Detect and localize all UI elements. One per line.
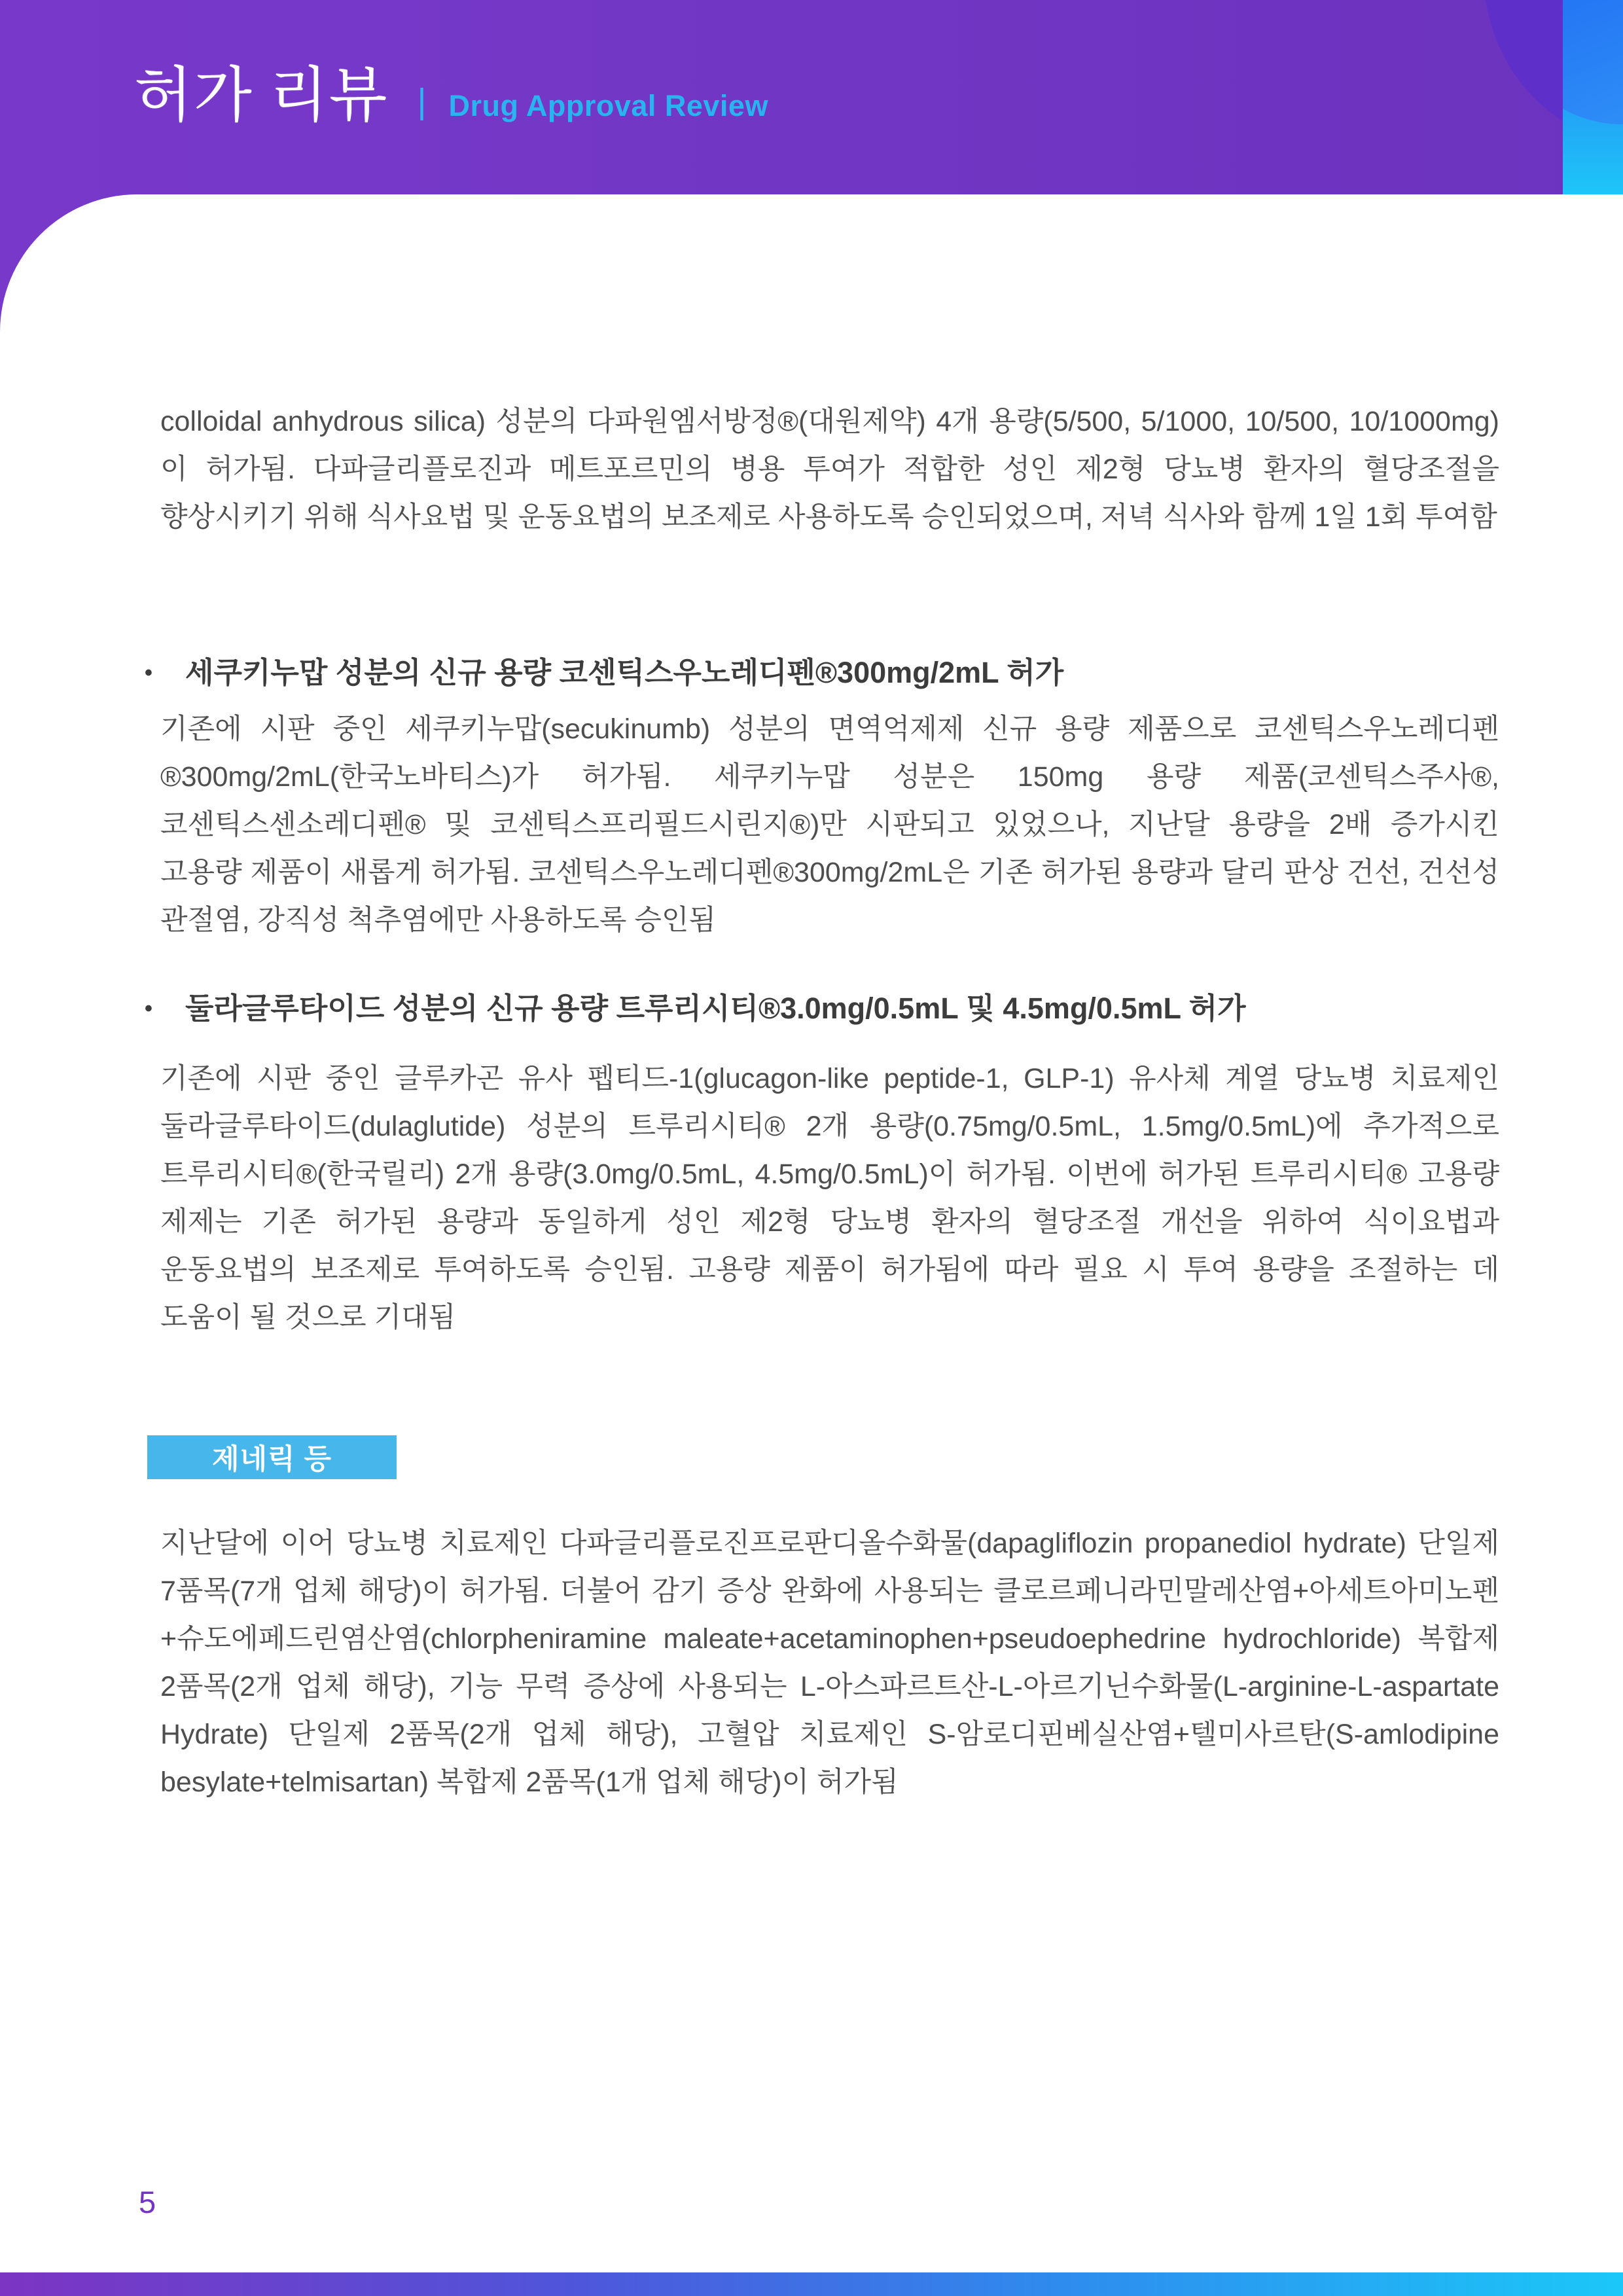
- page-title-english: Drug Approval Review: [448, 89, 768, 122]
- header-titles: [134, 63, 768, 129]
- bullet-paragraph-trulicity: 기존에 시판 중인 글루카곤 유사 펩티드-1(glucagon-like peptide-1, GLP-1) 유사체 계열 당뇨병 치료제인 둘라글루타이드(dulaglutide) 성분의 트루리시티® 2개 용량(0.75mg/0.5mL, 1.5mg/0.5mL)에 추가적으로 트루리시티®(한국릴리) 2개 용량(3.0mg/0.5mL, 4.5mg/0.5mL)이 허가됨. 이번에 허가된 트루리시티® 고용량 제제는 기존 허가된 용량과 동일하게 성인 제2형 당뇨병 환자의 혈당조절 개선을 위하여 식이요법과 운동요법의 보조제로 투여하도록 승인됨. 고용량 제품이 허가됨에 따라 필요 시 투여 용량을 조절하는 데 도움이 될 것으로 기대됨: [160, 1063, 1499, 1333]
- section-label-generic: [147, 1435, 397, 1479]
- page-number: 5: [139, 2185, 156, 2219]
- footer-gradient-bar: [0, 2272, 1623, 2296]
- bullet-heading-trulicity: [145, 988, 1499, 1029]
- bullet-icon: •: [145, 660, 152, 685]
- title-separator-bar: |: [417, 82, 427, 121]
- bullet-heading-text: 둘라글루타이드 성분의 신규 용량 트루리시티®3.0mg/0.5mL 및 4.5mg/0.5mL 허가: [185, 992, 1246, 1025]
- bullet-heading-text: 세쿠키누맙 성분의 신규 용량 코센틱스우노레디펜®300mg/2mL 허가: [185, 656, 1064, 689]
- content-sheet: [0, 194, 1623, 2272]
- bullet-heading-cosentyx: [145, 653, 1499, 693]
- corner-circles-decoration: [1484, 0, 1623, 194]
- page-title-korean: 허가 리뷰: [134, 62, 389, 129]
- section-label-text: 제네릭 등: [211, 1444, 332, 1475]
- bullet-icon: •: [145, 996, 152, 1021]
- intro-paragraph: colloidal anhydrous silica) 성분의 다파원엠서방정®(대원제약) 4개 용량(5/500, 5/1000, 10/500, 10/1000mg)이 허가됨. 다파글리플로진과 메트포르민의 병용 투여가 적합한 성인 제2형 당뇨병 환자의 혈당조절을 향상시키기 위해 식사요법 및 운동요법의 보조제로 사용하도록 승인되었으며, 저녁 식사와 함께 1일 1회 투여함: [160, 406, 1499, 533]
- bullet-paragraph-cosentyx: 기존에 시판 중인 세쿠키누맙(secukinumb) 성분의 면역억제제 신규 용량 제품으로 코센틱스우노레디펜®300mg/2mL(한국노바티스)가 허가됨. 세쿠키누맙 성분은 150mg 용량 제품(코센틱스주사®, 코센틱스센소레디펜® 및 코센틱스프리필드시린지®)만 시판되고 있었으나, 지난달 용량을 2배 증가시킨 고용량 제품이 새롭게 허가됨. 코센틱스우노레디펜®300mg/2mL은 기존 허가된 용량과 달리 판상 건선, 건선성 관절염, 강직성 척추염에만 사용하도록 승인됨: [160, 713, 1499, 936]
- generic-paragraph: 지난달에 이어 당뇨병 치료제인 다파글리플로진프로판디올수화물(dapagliflozin propanediol hydrate) 단일제 7품목(7개 업체 해당)이 허가됨. 더불어 감기 증상 완화에 사용되는 클로르페니라민말레산염+아세트아미노펜+슈도에페드린염산염(chlorpheniramine maleate+acetaminophen+pseudoephedrine hydrochloride) 복합제 2품목(2개 업체 해당), 기능 무력 증상에 사용되는 L-아스파르트산-L-아르기닌수화물(L-arginine-L-aspartate Hydrate) 단일제 2품목(2개 업체 해당), 고혈압 치료제인 S-암로디핀베실산염+텔미사르탄(S-amlodipine besylate+telmisartan) 복합제 2품목(1개 업체 해당)이 허가됨: [160, 1528, 1499, 1798]
- corner-purple-lens: [1486, 0, 1563, 121]
